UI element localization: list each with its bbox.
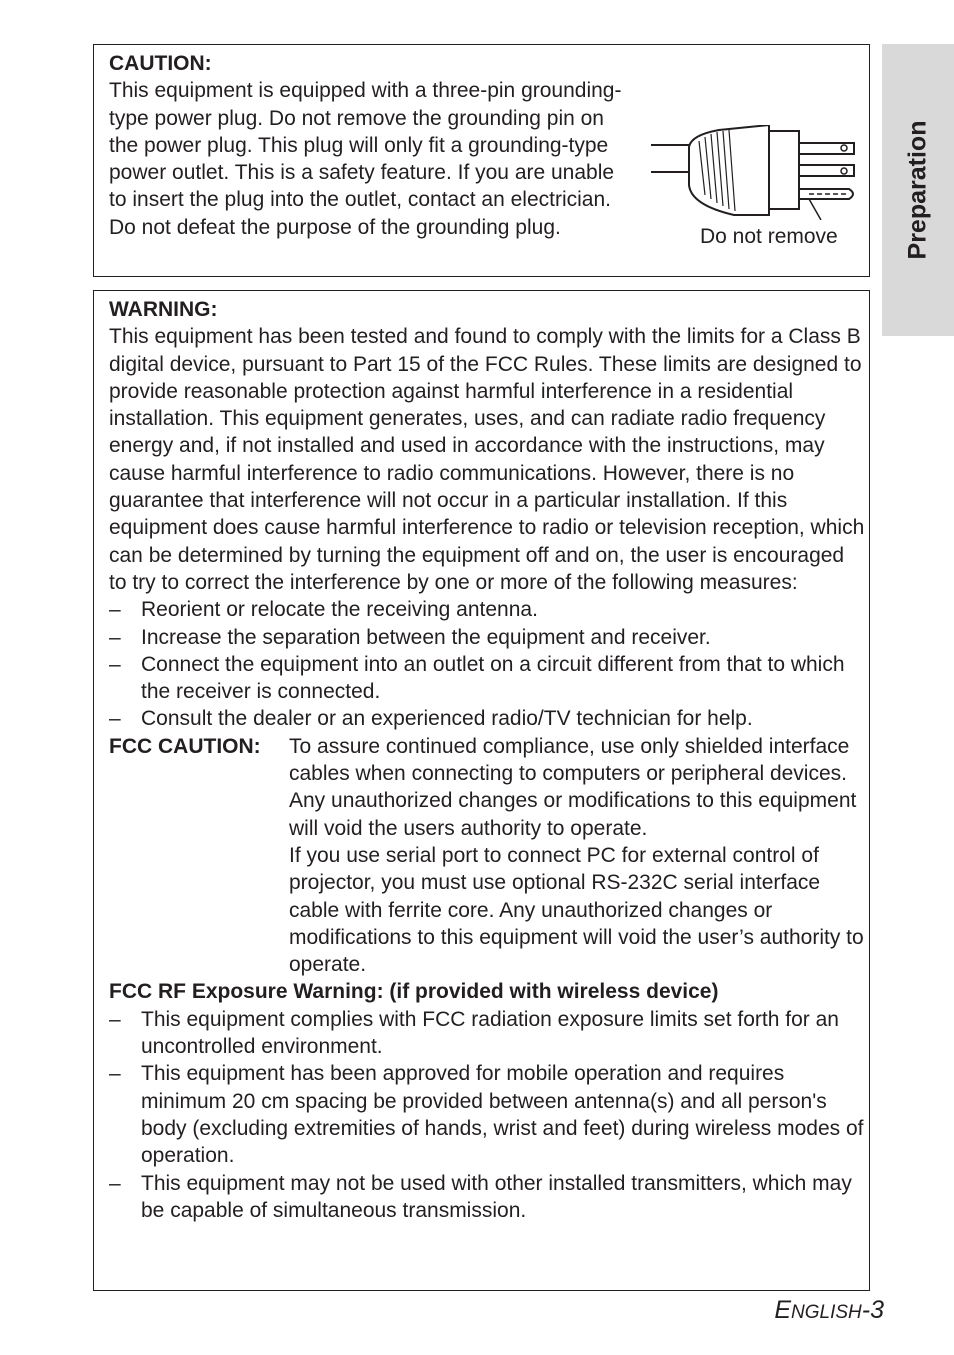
list-item [109,1060,867,1169]
page-number [774,1296,884,1325]
dash-bullet: – [109,707,121,731]
fcc-rf-heading: FCC RF Exposure Warning: (if provided with wireless device) [109,980,719,1004]
section-tab-label: Preparation [903,120,932,260]
measure-text: Connect the equipment into an outlet on a circuit different from that to which the receiver is connected. [141,652,845,704]
warning-heading: WARNING: [109,298,218,321]
warning-box [93,290,870,1291]
fcc-caution [109,733,867,979]
list-item [109,1006,867,1061]
footer-initial: E [774,1296,792,1324]
dash-bullet: – [109,1007,121,1031]
list-item [109,624,867,651]
grounding-plug-icon [649,125,859,220]
fcc-caution-label: FCC CAUTION: [109,734,261,758]
list-item [109,705,867,732]
rf-item-text: This equipment may not be used with other installed transmitters, which may be capable of simultaneous transmission. [141,1171,852,1222]
caution-text [109,50,634,241]
footer-page: -3 [861,1296,884,1324]
caution-box [93,44,870,277]
caution-body: This equipment is equipped with a three-pin grounding-type power plug. Do not remove the grounding pin on the power plug. This plug will only fit a grounding-type power outlet. This is a safety feature. If you are unable to insert the plug into the outlet, contact an electrician. Do not defeat the purpose of the grounding plug. [109,79,622,239]
dash-bullet: – [109,625,121,649]
warning-body: This equipment has been tested and found to comply with the limits for a Class B digital device, pursuant to Part 15 of the FCC Rules. These limits are designed to provide reasonable protection against harmful interference in a residential installation. This equipment generates, uses, and can radiate radio frequency energy and, if not installed and used in accordance with the instructions, may cause harmful interference to radio communications. However, there is no guarantee that interference will not occur in a particular installation. If this equipment does cause harmful interference to radio or television reception, which can be determined by turning the equipment off and on, the user is encouraged to try to correct the interference by one or more of the following measures: [109,325,865,594]
fcc-caution-paragraph: To assure continued compliance, use only shielded interface cables when connecting to computers or peripheral devices. [289,734,850,786]
fcc-caution-paragraph: Any unauthorized changes or modifications to this equipment will void the users authority to operate. [289,789,857,840]
measure-text: Reorient or relocate the receiving antenna. [141,598,538,622]
list-item [109,1170,867,1225]
measure-text: Increase the separation between the equipment and receiver. [141,625,711,649]
dash-bullet: – [109,652,121,676]
list-item [109,651,867,706]
rf-item-text: This equipment has been approved for mobile operation and requires minimum 20 cm spacing be provided between antenna(s) and all person's body (excluding extremities of hands, wrist and feet) during wireless modes of operation. [141,1062,864,1168]
dash-bullet: – [109,598,121,622]
footer-rest: NGLISH [791,1302,862,1323]
fcc-caution-paragraph: If you use serial port to connect PC for external control of projector, you must use optional RS-232C serial interface cable with ferrite core. Any unauthorized changes or modifications to this equipment will void the user’s authority to operate. [289,843,864,977]
dash-bullet: – [109,1171,121,1195]
section-tab-preparation [882,44,954,336]
dash-bullet: – [109,1062,121,1086]
measure-text: Consult the dealer or an experienced radio/TV technician for help. [141,707,753,731]
caution-heading: CAUTION: [109,52,212,75]
warning-content [109,296,867,1224]
rf-item-text: This equipment complies with FCC radiation exposure limits set forth for an uncontrolled environment. [141,1007,839,1059]
plug-label: Do not remove [700,225,838,248]
list-item [109,596,867,623]
